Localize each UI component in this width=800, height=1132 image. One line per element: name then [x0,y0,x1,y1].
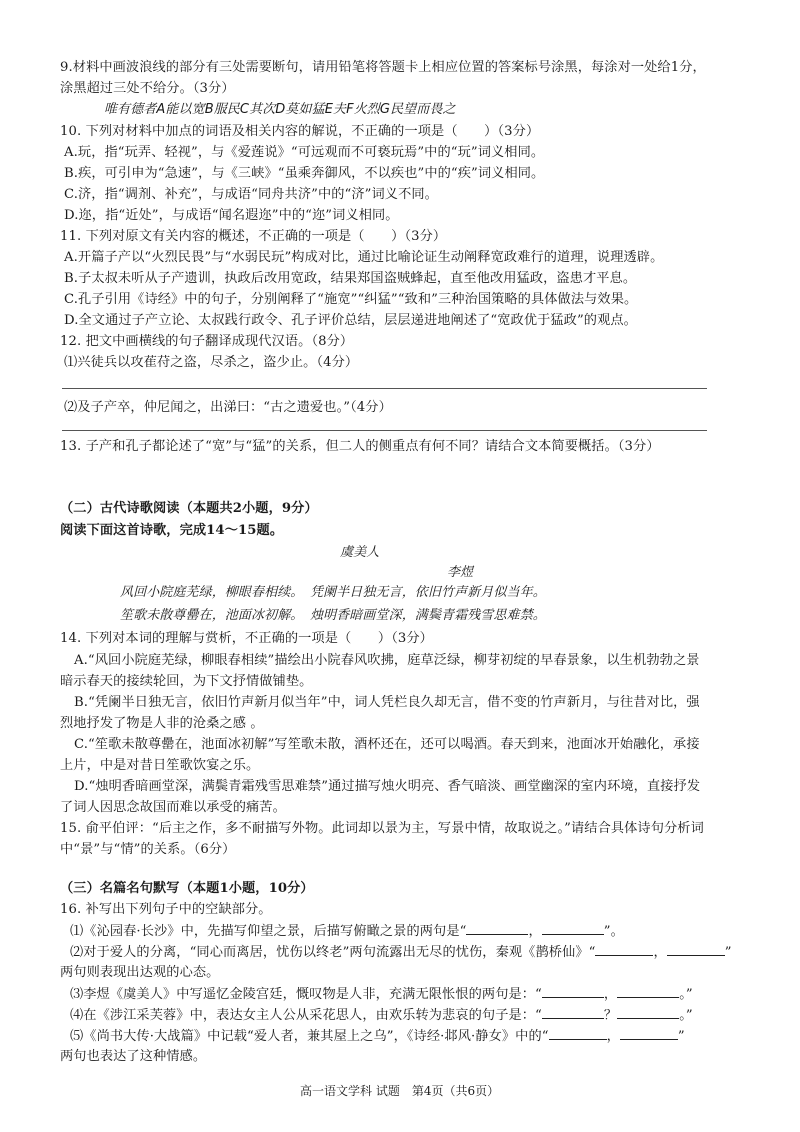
q14-option-d-line2: 了词人因思念故国而难以承受的痛苦。 [60,800,286,815]
q11-option-a: A.开篇子产以“火烈民畏”与“水弱民玩”构成对比，通过比喻论证生动阐释宽政难行的道理，说理透辟。 [64,250,664,265]
q16-item-5-blank-1[interactable] [549,1027,607,1040]
q16-item-4-end: 。” [679,1008,693,1023]
q16-item-4-text: ⑷在《涉江采芙蓉》中，表达女主人公从采花思人，由欢乐转为悲哀的句子是：“ [70,1008,542,1023]
q16-item-4-blank-1[interactable] [542,1006,604,1019]
poem-line-2: 笙歌未散尊罍在，池面冰初解。 烛明香暗画堂深，满鬓青霜残雪思难禁。 [120,608,546,623]
q16-item-4 [70,1006,693,1024]
q10-option-a: A.玩，指“玩弄、轻视”，与《爱莲说》“可远观而不可亵玩焉”中的“玩”词义相同。 [64,145,545,160]
section2-instruction: 阅读下面这首诗歌，完成14～15题。 [60,523,284,538]
q16-item-3-blank-2[interactable] [617,985,679,998]
q9-sentence: 唯有德者A能以宽B服民C其次D莫如猛E夫F火烈G民望而畏之 [104,102,456,117]
q15-line2: 中“景”与“情”的关系。（6分） [60,842,236,857]
q16-item-1-text: ⑴《沁园春·长沙》中，先描写仰望之景，后描写俯瞰之景的两句是“ [70,924,467,939]
q16-item-3 [70,985,693,1003]
q16-item-1-blank-2[interactable] [542,922,604,935]
q14-option-c-line1: C.“笙歌未散尊罍在，池面冰初解”写笙歌未散，酒杯还在，还可以喝酒。春天到来，池面冰开始融化，承接 [74,737,700,752]
q12-sentence-1: ⑴兴徒兵以攻萑苻之盗，尽杀之，盗少止。（4分） [64,355,359,370]
q16-item-1-end: ”。 [603,924,624,939]
q16-item-4-sep: ？ [603,1008,618,1023]
q16-item-1-blank-1[interactable] [466,922,528,935]
q10-stem: 10. 下列对材料中加点的词语及相关内容的解说，不正确的一项是（ ）（3分） [60,124,540,139]
q11-option-b: B.子太叔未听从子产遗训，执政后改用宽政，结果郑国盗贼蜂起，直至他改用猛政，盗患才平息。 [64,271,637,286]
poem-title: 虞美人 [340,545,380,560]
q12-stem: 12. 把文中画横线的句子翻译成现代汉语。（8分） [60,334,354,349]
q14-option-b-line1: B.“凭阑半日独无言，依旧竹声新月似当年”中，词人凭栏良久却无言，借不变的竹声新月，与往昔对比，强 [74,695,700,710]
q16-item-2-end: ” [724,945,732,960]
q16-item-2-blank-2[interactable] [667,943,725,956]
q10-option-c: C.济，指“调剂、补充”，与成语“同舟共济”中的“济”词义不同。 [64,187,438,202]
section3-title: （三）名篇名句默写（本题1小题，10分） [60,881,314,896]
q16-item-3-sep: ， [603,987,618,1002]
q16-item-2 [70,943,732,961]
q11-option-d: D.全文通过子产立论、太叔践行政令、孔子评价总结，层层递进地阐述了“宽政优于猛政”的观点。 [64,313,637,328]
section2-title: （二）古代诗歌阅读（本题共2小题，9分） [60,501,318,516]
q13-stem: 13. 子产和孔子都论述了“宽”与“猛”的关系，但二人的侧重点有何不同？请结合文本简要概括。（3分） [60,439,660,454]
q16-item-5-end: ” [677,1029,685,1044]
q16-item-3-text: ⑶李煜《虞美人》中写遥忆金陵宫廷，慨叹物是人非，充满无限怅恨的两句是：“ [70,987,542,1002]
q14-option-b-line2: 烈地抒发了物是人非的沧桑之感 。 [60,716,264,731]
q16-item-2-line2: 两句则表现出达观的心态。 [60,965,220,980]
q11-option-c: C.孔子引用《诗经》中的句子，分别阐释了“施宽”“纠猛”“致和”三种治国策略的具体做法与效果。 [64,292,638,307]
q10-option-b: B.疾，可引申为“急速”，与《三峡》“虽乘奔御风，不以疾也”中的“疾”词义相同。 [64,166,545,181]
q12-sentence-2: ⑵及子产卒，仲尼闻之，出涕曰：“古之遗爱也。”（4分） [64,400,392,415]
q16-item-5 [70,1027,685,1045]
q16-item-1 [70,922,624,940]
q14-option-a-line2: 暗示春天的接续轮回，为下文抒情做铺垫。 [60,674,313,689]
q16-item-5-text: ⑸《尚书大传·大战篇》中记载“爱人者，兼其屋上之乌”，《诗经·邶风·静女》中的“ [70,1029,549,1044]
q11-stem: 11. 下列对原文有关内容的概述，不正确的一项是（ ）（3分） [60,229,447,244]
page-footer: 高一语文学科 试题 第4页（共6页） [300,1084,500,1098]
q10-option-d: D.迩，指“近处”，与成语“闻名遐迩”中的“迩”词义相同。 [64,208,399,223]
q14-option-a-line1: A.“风回小院庭芜绿，柳眼春相续”描绘出小院春风吹拂，庭草泛绿，柳芽初绽的早春景象，以生机勃勃之景 [74,653,700,668]
q14-stem: 14. 下列对本词的理解与赏析，不正确的一项是（ ）（3分） [60,631,433,646]
q16-item-2-text: ⑵对于爱人的分离，“同心而离居，忧伤以终老”两句流露出无尽的忧伤，秦观《鹊桥仙》“ [70,945,596,960]
q15-line1: 15. 俞平伯评：“后主之作，多不耐描写外物。此词却以景为主，写景中情，故取说之。”请结合具体诗句分析词 [60,821,704,836]
q16-stem: 16. 补写出下列句子中的空缺部分。 [60,902,272,917]
poem-author: 李煜 [447,565,474,580]
q16-item-5-line2: 两句也表达了这种情感。 [60,1049,207,1064]
q16-item-1-sep: ， [528,924,542,939]
q12-answer-line-1 [62,388,707,389]
q14-option-c-line2: 上片，中是对昔日笙歌饮宴之乐。 [60,758,260,773]
q16-item-5-sep: ， [606,1029,620,1044]
q16-item-3-blank-1[interactable] [542,985,604,998]
q9-line2: 涂黑超过三处不给分。（3分） [60,81,235,96]
q16-item-5-blank-2[interactable] [620,1027,678,1040]
q16-item-3-end: 。” [679,987,693,1002]
q16-item-2-sep: ， [653,945,667,960]
q16-item-2-blank-1[interactable] [595,943,653,956]
poem-line-1: 风回小院庭芜绿，柳眼春相续。 凭阑半日独无言，依旧竹声新月似当年。 [120,585,546,600]
q14-option-d-line1: D.“烛明香暗画堂深，满鬓青霜残雪思难禁”通过描写烛火明亮、香气暗淡、画堂幽深的室内环境，直接抒发 [74,779,701,794]
q12-answer-line-2 [62,430,707,431]
q9-line1: 9.材料中画波浪线的部分有三处需要断句，请用铅笔将答题卡上相应位置的答案标号涂黑，每涂对一处给1分， [60,60,706,75]
q16-item-4-blank-2[interactable] [617,1006,679,1019]
